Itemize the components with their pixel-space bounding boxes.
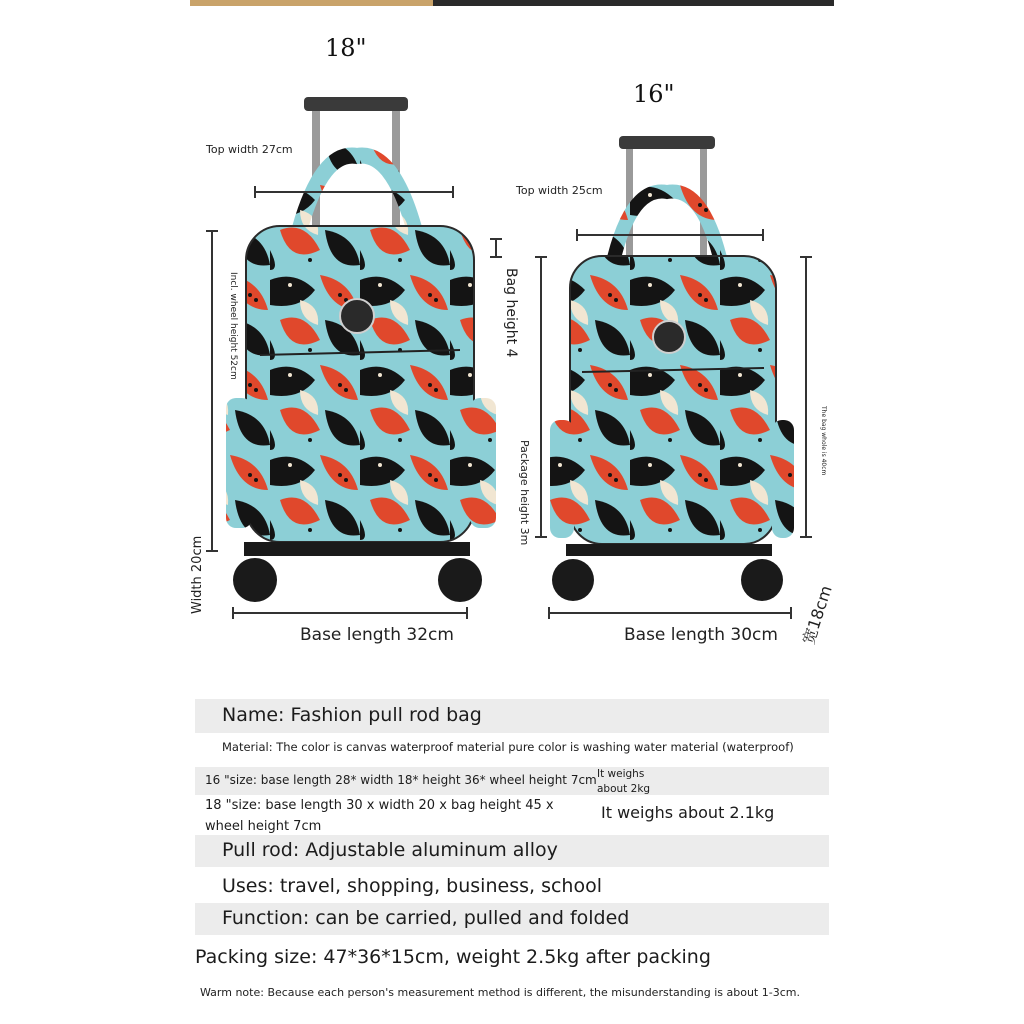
package-height-18-line bbox=[540, 256, 542, 538]
spec-size16: 16 "size: base length 28* width 18* height 36* wheel height 7cm bbox=[205, 773, 597, 787]
spec-row-material bbox=[195, 735, 829, 761]
spec-row-size18 bbox=[195, 795, 829, 835]
spec-row-name bbox=[195, 699, 829, 733]
bag-height-18-label: Bag height 4 bbox=[503, 268, 519, 358]
spec-uses: Uses: travel, shopping, business, school bbox=[222, 875, 602, 897]
trolley-18-graphic bbox=[226, 97, 496, 602]
wheel-height-18-line bbox=[211, 230, 213, 552]
bag-height-18-line bbox=[495, 238, 497, 258]
base-length-16-label: Base length 30cm bbox=[624, 625, 778, 645]
base-length-16-line bbox=[548, 612, 792, 614]
spec-row-size16 bbox=[195, 767, 829, 795]
width-18-label: Width 20cm bbox=[190, 535, 205, 614]
wheel-height-18-label: Incl. wheel height 52cm bbox=[228, 272, 238, 380]
bag-height-16-note: The bag whole is 40cm bbox=[820, 406, 827, 476]
top-width-16-line bbox=[576, 234, 764, 236]
base-length-18-line bbox=[232, 612, 468, 614]
spec-packing: Packing size: 47*36*15cm, weight 2.5kg after packing bbox=[195, 946, 711, 968]
spec-material: Material: The color is canvas waterproof material pure color is washing water material (waterproof) bbox=[222, 740, 794, 754]
top-width-18-line bbox=[254, 191, 454, 193]
spec-name: Name: Fashion pull rod bag bbox=[222, 704, 482, 726]
package-height-18-label: Package height 3m bbox=[518, 440, 531, 546]
spec-row-function bbox=[195, 903, 829, 935]
size-label-16: 16" bbox=[633, 80, 675, 108]
spec-size18: 18 "size: base length 30 x width 20 x bag height 45 x wheel height 7cm bbox=[205, 798, 554, 834]
spec-row-pull-rod bbox=[195, 835, 829, 867]
spec-function: Function: can be carried, pulled and folded bbox=[222, 907, 630, 929]
spec-row-uses bbox=[195, 871, 829, 903]
spec-row-packing bbox=[195, 943, 829, 975]
spec-pull-rod: Pull rod: Adjustable aluminum alloy bbox=[222, 839, 558, 861]
warm-note: Warm note: Because each person's measurement method is different, the misunderstanding is about 1-3cm. bbox=[200, 986, 800, 999]
top-width-18-label: Top width 27cm bbox=[206, 143, 293, 156]
top-width-16-label: Top width 25cm bbox=[516, 184, 603, 197]
size-label-18: 18" bbox=[325, 34, 367, 62]
spec-weight18: It weighs about 2.1kg bbox=[601, 803, 775, 822]
width-16-label: 宽18cm bbox=[798, 583, 836, 647]
base-length-18-label: Base length 32cm bbox=[300, 625, 454, 645]
bag-height-16-line bbox=[805, 256, 807, 538]
spec-weight16: It weighs about 2kg bbox=[597, 768, 651, 795]
trolley-16-graphic bbox=[550, 136, 794, 601]
